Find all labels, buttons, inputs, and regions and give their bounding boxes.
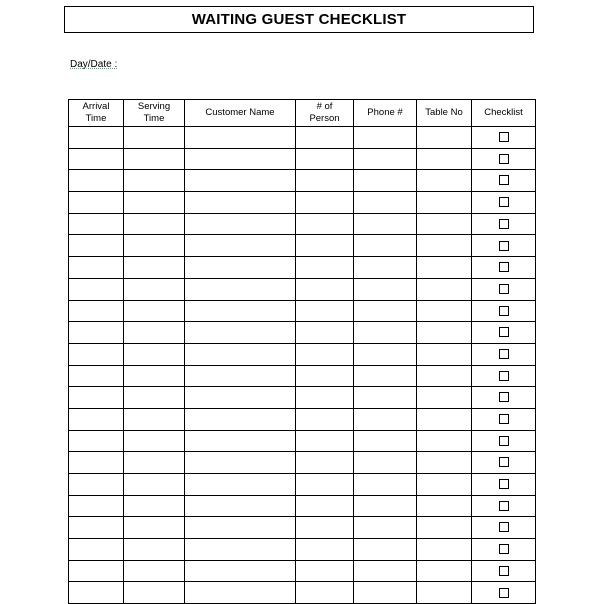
table-no-cell[interactable] — [417, 213, 472, 235]
table-no-cell[interactable] — [417, 257, 472, 279]
phone-cell[interactable] — [354, 365, 417, 387]
phone-cell[interactable] — [354, 474, 417, 496]
serving-time-cell[interactable] — [124, 430, 185, 452]
serving-time-cell[interactable] — [124, 170, 185, 192]
arrival-time-cell[interactable] — [69, 343, 124, 365]
phone-cell[interactable] — [354, 235, 417, 257]
customer-name-cell[interactable] — [185, 213, 296, 235]
customer-name-cell[interactable] — [185, 452, 296, 474]
arrival-time-cell[interactable] — [69, 148, 124, 170]
person-count-cell[interactable] — [296, 452, 354, 474]
table-row — [69, 517, 536, 539]
person-count-cell[interactable] — [296, 148, 354, 170]
arrival-time-cell[interactable] — [69, 257, 124, 279]
serving-time-cell[interactable] — [124, 474, 185, 496]
person-count-cell[interactable] — [296, 213, 354, 235]
page-title: WAITING GUEST CHECKLIST — [64, 6, 534, 33]
arrival-time-cell[interactable] — [69, 474, 124, 496]
header-line: Person — [309, 113, 340, 124]
serving-time-cell[interactable] — [124, 365, 185, 387]
checklist-cell — [472, 387, 536, 409]
phone-cell[interactable] — [354, 560, 417, 582]
serving-time-cell[interactable] — [124, 408, 185, 430]
person-count-cell[interactable] — [296, 322, 354, 344]
checkbox[interactable] — [499, 197, 509, 207]
header-line: Checklist — [484, 107, 523, 118]
checklist-cell — [472, 539, 536, 561]
table-header-row — [69, 100, 536, 127]
person-count-cell[interactable] — [296, 343, 354, 365]
arrival-time-cell[interactable] — [69, 322, 124, 344]
table-no-cell[interactable] — [417, 300, 472, 322]
serving-time-cell[interactable] — [124, 343, 185, 365]
person-count-cell[interactable] — [296, 430, 354, 452]
arrival-time-cell[interactable] — [69, 430, 124, 452]
checkbox[interactable] — [499, 522, 509, 532]
checklist-cell — [472, 300, 536, 322]
header-line: # of — [316, 101, 333, 112]
phone-cell[interactable] — [354, 517, 417, 539]
phone-cell[interactable] — [354, 170, 417, 192]
customer-name-cell[interactable] — [185, 408, 296, 430]
header-line: Serving — [137, 101, 171, 112]
serving-time-cell[interactable] — [124, 300, 185, 322]
table-no-cell[interactable] — [417, 474, 472, 496]
phone-cell[interactable] — [354, 408, 417, 430]
customer-name-cell[interactable] — [185, 257, 296, 279]
table-row — [69, 278, 536, 300]
header-line: Table No — [425, 107, 463, 118]
customer-name-cell[interactable] — [185, 430, 296, 452]
checkbox[interactable] — [499, 392, 509, 402]
table-row — [69, 452, 536, 474]
person-count-cell[interactable] — [296, 387, 354, 409]
phone-cell[interactable] — [354, 278, 417, 300]
table-no-cell[interactable] — [417, 365, 472, 387]
table-no-cell[interactable] — [417, 170, 472, 192]
person-count-cell[interactable] — [296, 495, 354, 517]
checklist-cell — [472, 452, 536, 474]
table-row — [69, 148, 536, 170]
table-no-cell[interactable] — [417, 452, 472, 474]
phone-cell[interactable] — [354, 192, 417, 214]
table-row — [69, 192, 536, 214]
arrival-time-cell[interactable] — [69, 278, 124, 300]
person-count-cell[interactable] — [296, 517, 354, 539]
table-no-cell[interactable] — [417, 127, 472, 149]
serving-time-cell[interactable] — [124, 235, 185, 257]
customer-name-cell[interactable] — [185, 235, 296, 257]
table-no-cell[interactable] — [417, 235, 472, 257]
person-count-cell[interactable] — [296, 365, 354, 387]
serving-time-cell[interactable] — [124, 517, 185, 539]
checklist-cell — [472, 322, 536, 344]
customer-name-cell[interactable] — [185, 127, 296, 149]
person-count-cell[interactable] — [296, 474, 354, 496]
table-row — [69, 560, 536, 582]
table-no-cell[interactable] — [417, 539, 472, 561]
serving-time-cell[interactable] — [124, 387, 185, 409]
checklist-cell — [472, 343, 536, 365]
person-count-cell[interactable] — [296, 257, 354, 279]
header-serving-time — [124, 100, 185, 127]
serving-time-cell[interactable] — [124, 213, 185, 235]
table-row — [69, 300, 536, 322]
table-no-cell[interactable] — [417, 408, 472, 430]
serving-time-cell[interactable] — [124, 560, 185, 582]
customer-name-cell[interactable] — [185, 517, 296, 539]
phone-cell[interactable] — [354, 213, 417, 235]
table-row — [69, 539, 536, 561]
table-no-cell[interactable] — [417, 192, 472, 214]
header-number-of-person — [296, 100, 354, 127]
serving-time-cell[interactable] — [124, 127, 185, 149]
checklist-cell — [472, 235, 536, 257]
person-count-cell[interactable] — [296, 170, 354, 192]
checkbox[interactable] — [499, 219, 509, 229]
checklist-cell — [472, 495, 536, 517]
table-row — [69, 235, 536, 257]
header-line: Phone # — [367, 107, 403, 118]
person-count-cell[interactable] — [296, 278, 354, 300]
checklist-cell — [472, 257, 536, 279]
checkbox[interactable] — [499, 566, 509, 576]
header-arrival-time — [69, 100, 124, 127]
checkbox[interactable] — [499, 132, 509, 142]
table-row — [69, 127, 536, 149]
serving-time-cell[interactable] — [124, 582, 185, 604]
checkbox[interactable] — [499, 457, 509, 467]
checklist-cell — [472, 213, 536, 235]
header-checklist — [472, 100, 536, 127]
table-no-cell[interactable] — [417, 560, 472, 582]
customer-name-cell[interactable] — [185, 539, 296, 561]
phone-cell[interactable] — [354, 430, 417, 452]
serving-time-cell[interactable] — [124, 278, 185, 300]
serving-time-cell[interactable] — [124, 192, 185, 214]
customer-name-cell[interactable] — [185, 278, 296, 300]
table-no-cell[interactable] — [417, 343, 472, 365]
serving-time-cell[interactable] — [124, 539, 185, 561]
header-line: Arrival — [82, 101, 110, 112]
table-no-cell[interactable] — [417, 517, 472, 539]
table-row — [69, 474, 536, 496]
day-date-text: Day/Date : — [70, 59, 118, 70]
person-count-cell[interactable] — [296, 235, 354, 257]
person-count-cell[interactable] — [296, 192, 354, 214]
phone-cell[interactable] — [354, 127, 417, 149]
table-no-cell[interactable] — [417, 322, 472, 344]
customer-name-cell[interactable] — [185, 582, 296, 604]
checkbox[interactable] — [499, 284, 509, 294]
checklist-cell — [472, 127, 536, 149]
header-customer-name — [185, 100, 296, 127]
arrival-time-cell[interactable] — [69, 213, 124, 235]
customer-name-cell[interactable] — [185, 170, 296, 192]
checklist-cell — [472, 408, 536, 430]
arrival-time-cell[interactable] — [69, 495, 124, 517]
checklist-cell — [472, 365, 536, 387]
arrival-time-cell[interactable] — [69, 452, 124, 474]
arrival-time-cell[interactable] — [69, 517, 124, 539]
table-row — [69, 430, 536, 452]
checkbox[interactable] — [499, 327, 509, 337]
phone-cell[interactable] — [354, 322, 417, 344]
phone-cell[interactable] — [354, 148, 417, 170]
checkbox[interactable] — [499, 501, 509, 511]
checkbox[interactable] — [499, 479, 509, 489]
person-count-cell[interactable] — [296, 560, 354, 582]
checkbox[interactable] — [499, 262, 509, 272]
arrival-time-cell[interactable] — [69, 192, 124, 214]
table-no-cell[interactable] — [417, 278, 472, 300]
customer-name-cell[interactable] — [185, 495, 296, 517]
guest-checklist-table — [68, 99, 536, 604]
customer-name-cell[interactable] — [185, 343, 296, 365]
customer-name-cell[interactable] — [185, 365, 296, 387]
checklist-cell — [472, 582, 536, 604]
day-date-label — [70, 59, 117, 70]
checklist-cell — [472, 430, 536, 452]
table-row — [69, 365, 536, 387]
table-no-cell[interactable] — [417, 148, 472, 170]
table-row — [69, 387, 536, 409]
arrival-time-cell[interactable] — [69, 127, 124, 149]
table-row — [69, 257, 536, 279]
checkbox[interactable] — [499, 436, 509, 446]
phone-cell[interactable] — [354, 387, 417, 409]
table-row — [69, 408, 536, 430]
customer-name-cell[interactable] — [185, 322, 296, 344]
checklist-cell — [472, 474, 536, 496]
arrival-time-cell[interactable] — [69, 560, 124, 582]
phone-cell[interactable] — [354, 300, 417, 322]
arrival-time-cell[interactable] — [69, 170, 124, 192]
checklist-cell — [472, 148, 536, 170]
phone-cell[interactable] — [354, 582, 417, 604]
person-count-cell[interactable] — [296, 300, 354, 322]
serving-time-cell[interactable] — [124, 495, 185, 517]
arrival-time-cell[interactable] — [69, 539, 124, 561]
arrival-time-cell[interactable] — [69, 582, 124, 604]
phone-cell[interactable] — [354, 343, 417, 365]
checklist-cell — [472, 560, 536, 582]
serving-time-cell[interactable] — [124, 322, 185, 344]
checkbox[interactable] — [499, 241, 509, 251]
header-table-no — [417, 100, 472, 127]
checkbox[interactable] — [499, 154, 509, 164]
table-row — [69, 322, 536, 344]
customer-name-cell[interactable] — [185, 148, 296, 170]
table-row — [69, 582, 536, 604]
phone-cell[interactable] — [354, 452, 417, 474]
checklist-cell — [472, 517, 536, 539]
checkbox[interactable] — [499, 588, 509, 598]
customer-name-cell[interactable] — [185, 474, 296, 496]
phone-cell[interactable] — [354, 257, 417, 279]
table-no-cell[interactable] — [417, 430, 472, 452]
checkbox[interactable] — [499, 306, 509, 316]
checklist-cell — [472, 192, 536, 214]
serving-time-cell[interactable] — [124, 257, 185, 279]
customer-name-cell[interactable] — [185, 192, 296, 214]
checkbox[interactable] — [499, 371, 509, 381]
header-line: Customer Name — [205, 107, 275, 118]
person-count-cell[interactable] — [296, 582, 354, 604]
checkbox[interactable] — [499, 175, 509, 185]
header-phone — [354, 100, 417, 127]
table-no-cell[interactable] — [417, 495, 472, 517]
customer-name-cell[interactable] — [185, 387, 296, 409]
person-count-cell[interactable] — [296, 539, 354, 561]
checkbox[interactable] — [499, 349, 509, 359]
arrival-time-cell[interactable] — [69, 408, 124, 430]
serving-time-cell[interactable] — [124, 148, 185, 170]
arrival-time-cell[interactable] — [69, 387, 124, 409]
table-row — [69, 170, 536, 192]
phone-cell[interactable] — [354, 539, 417, 561]
person-count-cell[interactable] — [296, 408, 354, 430]
table-row — [69, 213, 536, 235]
table-no-cell[interactable] — [417, 582, 472, 604]
arrival-time-cell[interactable] — [69, 365, 124, 387]
header-line: Time — [143, 113, 165, 124]
arrival-time-cell[interactable] — [69, 300, 124, 322]
customer-name-cell[interactable] — [185, 560, 296, 582]
arrival-time-cell[interactable] — [69, 235, 124, 257]
checklist-cell — [472, 170, 536, 192]
checkbox[interactable] — [499, 414, 509, 424]
table-row — [69, 343, 536, 365]
checklist-cell — [472, 278, 536, 300]
serving-time-cell[interactable] — [124, 452, 185, 474]
checkbox[interactable] — [499, 544, 509, 554]
table-row — [69, 495, 536, 517]
person-count-cell[interactable] — [296, 127, 354, 149]
phone-cell[interactable] — [354, 495, 417, 517]
header-line: Time — [85, 113, 107, 124]
customer-name-cell[interactable] — [185, 300, 296, 322]
table-no-cell[interactable] — [417, 387, 472, 409]
